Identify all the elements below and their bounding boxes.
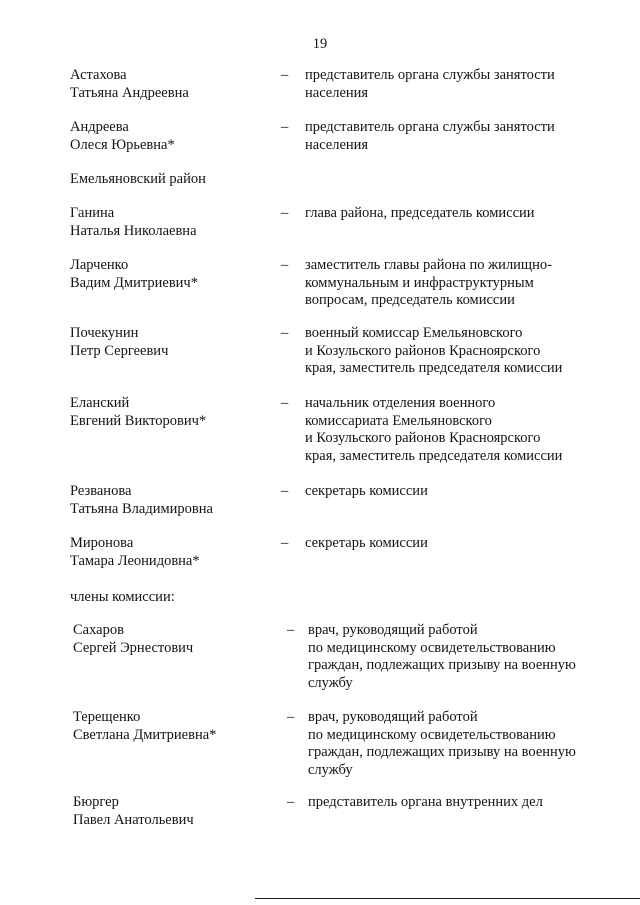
person-name: Ларченко Вадим Дмитриевич* <box>70 257 198 291</box>
person-role: представитель органа службы занятости населения <box>305 119 555 153</box>
dash-separator: – <box>281 535 289 551</box>
person-role: секретарь комиссии <box>305 483 428 499</box>
person-role: врач, руководящий работой по медицинскому освидетельствованию граждан, подлежащих призыву на военную службу <box>308 622 576 691</box>
section-heading-district: Емельяновский район <box>70 171 206 187</box>
person-role: военный комиссар Емельяновского и Козульского районов Красноярского края, заместитель председателя комиссии <box>305 325 563 376</box>
dash-separator: – <box>281 325 289 341</box>
person-role: начальник отделения военного комиссариата Емельяновского и Козульского районов Красноярского края, заместитель председателя комиссии <box>305 395 563 464</box>
person-name: Ганина Наталья Николаевна <box>70 205 197 239</box>
dash-separator: – <box>287 622 295 638</box>
person-role: представитель органа службы занятости населения <box>305 67 555 101</box>
dash-separator: – <box>281 119 289 135</box>
person-name: Терещенко Светлана Дмитриевна* <box>73 709 217 743</box>
person-name: Миронова Тамара Леонидовна* <box>70 535 200 569</box>
person-name: Андреева Олеся Юрьевна* <box>70 119 175 153</box>
person-role: секретарь комиссии <box>305 535 428 551</box>
dash-separator: – <box>287 709 295 725</box>
dash-separator: – <box>281 257 289 273</box>
person-role: врач, руководящий работой по медицинскому освидетельствованию граждан, подлежащих призыву на военную службу <box>308 709 576 778</box>
dash-separator: – <box>287 794 295 810</box>
dash-separator: – <box>281 395 289 411</box>
page-number: 19 <box>312 36 328 52</box>
person-name: Сахаров Сергей Эрнестович <box>73 622 194 656</box>
person-role: заместитель главы района по жилищно- коммунальным и инфраструктурным вопросам, председатель комиссии <box>305 257 552 308</box>
footer-rule <box>255 898 640 899</box>
person-name: Еланский Евгений Викторович* <box>70 395 207 429</box>
person-role: представитель органа внутренних дел <box>308 794 543 810</box>
section-heading-members: члены комиссии: <box>70 589 175 605</box>
person-name: Бюргер Павел Анатольевич <box>73 794 194 828</box>
person-role: глава района, председатель комиссии <box>305 205 535 221</box>
dash-separator: – <box>281 205 289 221</box>
dash-separator: – <box>281 483 289 499</box>
person-name: Резванова Татьяна Владимировна <box>70 483 213 517</box>
person-name: Почекунин Петр Сергеевич <box>70 325 169 359</box>
person-name: Астахова Татьяна Андреевна <box>70 67 189 101</box>
dash-separator: – <box>281 67 289 83</box>
